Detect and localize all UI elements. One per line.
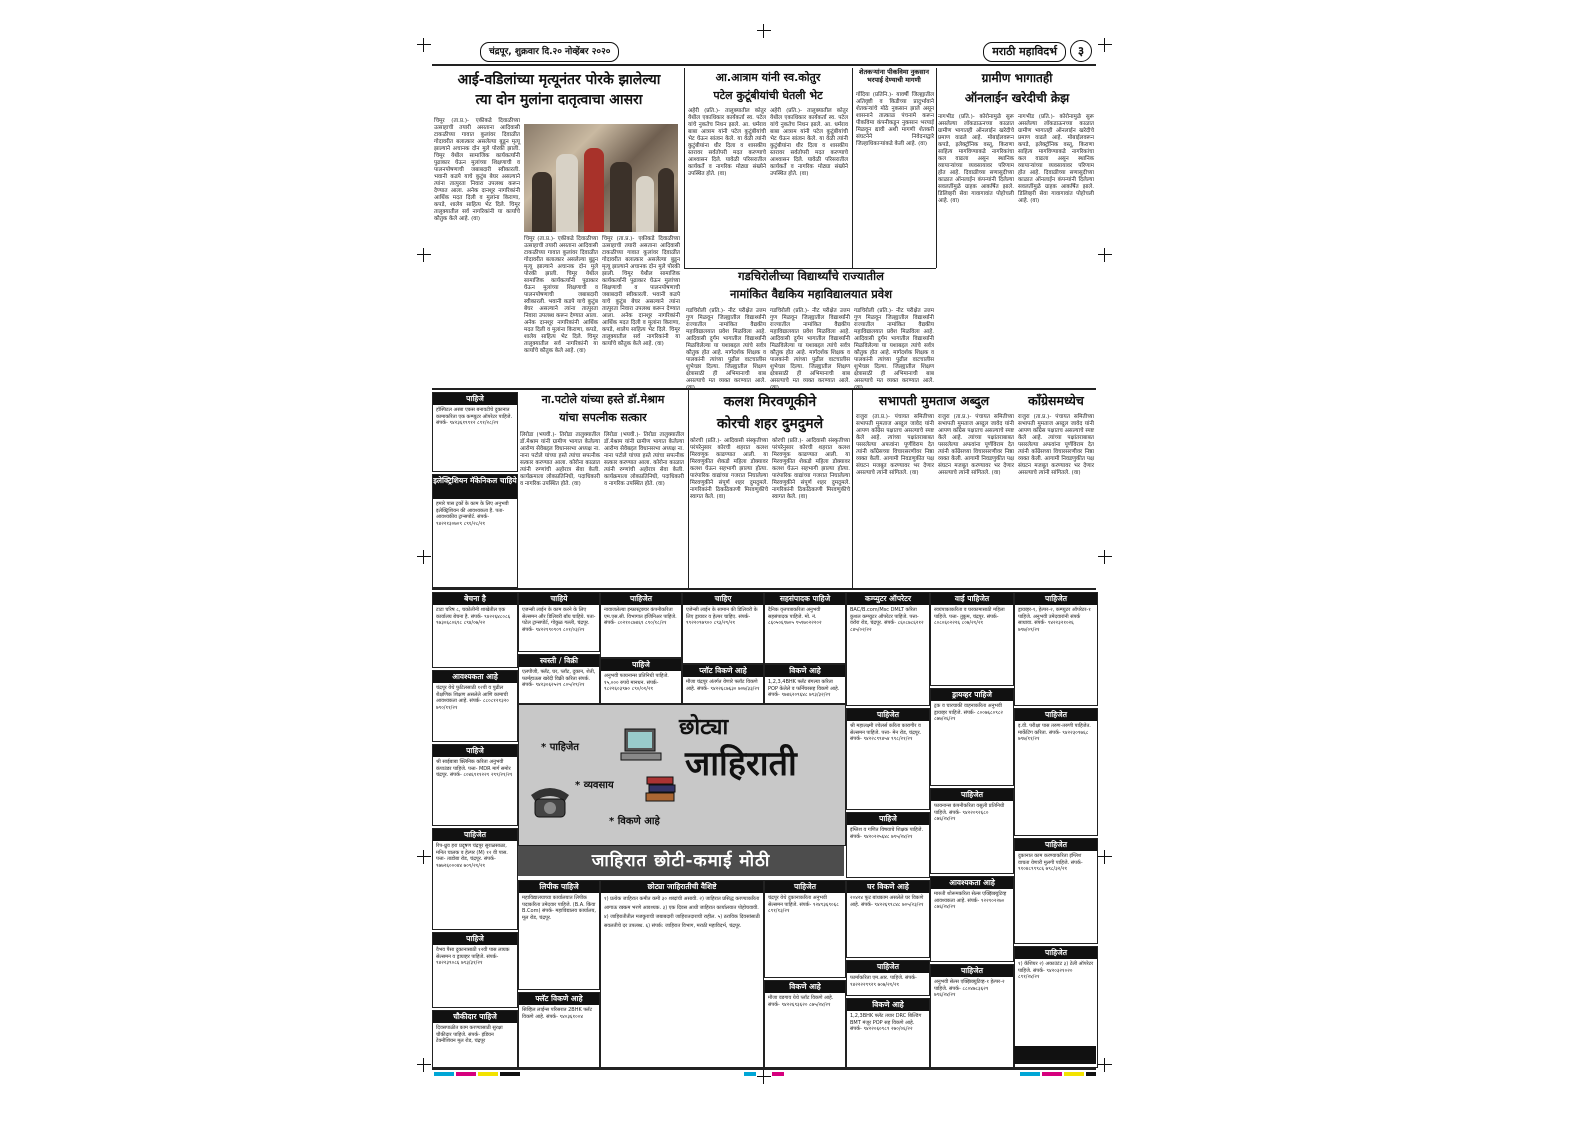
- ad-title: पाहिजेत: [433, 829, 517, 841]
- story7-body-col2: कोरची (प्रति.)- आदिवासी संस्कृतीच्या परंपरेनुसार कोरची शहरात कलश मिरवणूक काढण्यात आली. या मिरवणुकीत शेकडो महिला डोक्यावर कलश घेऊन सहभागी झाल्या होत्या. पारंपारिक वाद्यांच्या गजरात निघालेल्या मिरवणुकीने संपूर्ण शहर दुमदुमले. नागरिकांनी ठिकठिकाणी मिरवणुकीचे स्वागत केले. (वा): [772, 438, 850, 500]
- classified-ad: [600, 592, 682, 658]
- story2-body-col2: अहेरी (प्रति.)- तालुक्यातील कोतुर येथील एकाधिकार कार्यकर्ता स्व. पटेल यांचे नुकतेच निधन झाले. आ. धर्मराव बाबा आत्राम यांनी पटेल कुटुंबीयांची भेट घेऊन सांत्वन केले. या वेळी त्यांनी कुटुंबीयांना धीर दिला व शासकीय स्तरावर सर्वतोपरी मदत करण्याचे आश्वासन दिले. यावेळी परिसरातील कार्यकर्ते व नागरिक मोठ्या संख्येने उपस्थित होते. (वा): [770, 108, 848, 177]
- story1-body-col1: चिमूर (ता.प्र.)- एकीकडे दिवाळीच्या उत्साहाची तयारी असताना आदिवासी टाकळीच्या गावात कुलांवर दिवाळीत गोदावरीत बलात्कार असलेल्या बुडून मृत्यू झाल्याने अचानक दोन मुले पोरकी झाली. चिमूर येथील सामाजिक कार्यकर्त्यांनी पुढाकार घेऊन मुलांच्या शिक्षणाची व पालनपोषणाची जबाबदारी स्वीकारली. भवानी कडपे याचे कुटुंब बेघर असल्याने त्यांना तात्पुरता निवारा उपलब्ध करून देण्यात आला. अनेक दानशूर नागरिकांनी आर्थिक मदत दिली व मुलांना किराणा, कपडे, शालेय साहित्य भेट दिले. चिमूर तालुक्यातील सर्व नागरिकांनी या कार्याचे कौतुक केले आहे. (वा): [434, 118, 520, 222]
- classified-ad: [432, 474, 518, 588]
- classified-ad: [846, 998, 930, 1068]
- classified-ad: [518, 880, 600, 990]
- ad-body: फायनान्स कंपनीकरिता वसुली प्रतिनिधी पाहिजे. संपर्क- ९४२२०९२६८० ८७६/२४/२१: [934, 803, 1005, 823]
- footer-rule: [432, 1068, 1096, 1070]
- classified-ad: [1014, 592, 1098, 706]
- classified-ad: [432, 932, 518, 1008]
- classified-ad: [432, 744, 518, 826]
- story6-headline-line1: ना.पटोले यांच्या हस्ते डॉ.मेश्राम: [541, 393, 665, 406]
- section-rule: [432, 588, 1096, 590]
- crop-mark: [757, 24, 771, 38]
- ad-title: चाहिए: [683, 593, 763, 605]
- classified-ad: [432, 828, 518, 930]
- ad-body: इ.वी. परीक्षा पास तरुण-तरुणी पाहिजेत. मार्केटिंग करिता. संपर्क- ९४२२३०९७६८ ७९७/११/२१: [1018, 723, 1091, 743]
- story1-headline-line1: आई-वडिलांच्या मृत्यूनंतर पोरके झालेल्या: [457, 72, 661, 88]
- ad-body: मारुती शोरूमकरिता सेल्स एक्झिक्युटिव्ह आवश्यकता आहे. संपर्क- ९२२१०२२७० ८७६/२४/२१: [934, 891, 1007, 911]
- classified-ad: [682, 592, 764, 664]
- ad-title: पाहिजेत: [1015, 593, 1097, 605]
- ad-body: मौजा चंद्रपूर अंतर्गत येणारे फ्लॉट विकणे आहे. संपर्क- ९४२२६८७६३० ७०७/३३/२१: [686, 679, 760, 692]
- story3-kicker: शेतकऱ्यांना पीकविमा नुकसान भरपाई देण्याची मागणी: [859, 68, 929, 84]
- classified-ad: [518, 992, 600, 1068]
- ad-body: दिवसपाळीत काम करण्यासाठी सुरक्षा चौकीदार पाहिजे. संपर्क- इंडियन टेक्नीशियन मूल रोड, चंद्रपूर: [436, 1025, 503, 1045]
- ad-title: चौकीदार पाहिजे: [433, 1011, 517, 1023]
- ad-title: बेचना है: [433, 593, 517, 605]
- color-bar-cyan: [1020, 1072, 1040, 1076]
- ad-title: विकणे आहे: [847, 999, 929, 1011]
- ad-title: पाहिजे: [433, 745, 517, 757]
- ad-title: वाई पाहिजेत: [931, 593, 1013, 605]
- ad-body: 1,2,3BHK फ्लॅट तयार DRC बिल्डिंग BMT मंजूर POP सह विकणे आहे. संपर्क- ९४२२०६०९८९ २७०/०६/२२: [850, 1013, 922, 1033]
- ad-title: पाहिजेत: [847, 709, 929, 721]
- ad-title: पाहिजेत: [765, 881, 845, 893]
- photo-figure: [636, 176, 654, 232]
- classified-ad: [600, 658, 682, 704]
- story6-body-col1: लिरोडा (भयवी.)- तिरोडा तालुक्यातील डॉ.मेश्राम यांनी ग्रामीण भागात केलेल्या आरोग्य सेवेबद्दल विधानसभा अध्यक्ष ना. नाना पटोले यांच्या हस्ते त्यांचा सपत्नीक सत्कार करण्यात आला. कोरोना काळात त्यांनी रुग्णांची अहोरात्र सेवा केली. कार्यक्रमाला लोकप्रतिनिधी, पदाधिकारी व नागरिक उपस्थित होते. (वा): [520, 432, 600, 487]
- ad-title: पाहिजे: [433, 933, 517, 945]
- crop-mark: [1098, 550, 1112, 564]
- color-bar-cyan: [744, 1072, 756, 1076]
- classified-ad: [432, 392, 518, 472]
- story6-body-col2: लिरोडा (भयवी.)- तिरोडा तालुक्यातील डॉ.मेश्राम यांनी ग्रामीण भागात केलेल्या आरोग्य सेवेबद्दल विधानसभा अध्यक्ष ना. नाना पटोले यांच्या हस्ते त्यांचा सपत्नीक सत्कार करण्यात आला. कोरोना काळात त्यांनी रुग्णांची अहोरात्र सेवा केली. कार्यक्रमाला लोकप्रतिनिधी, पदाधिकारी व नागरिक उपस्थित होते. (वा): [604, 432, 684, 487]
- ad-body: ड्रायव्हर-१, हेल्पर-२, कम्प्युटर ऑपरेटर-१ पाहिजे. अनुभवी उमेदवारांनी संपर्क साधावा. संपर्क- ९४२२३२१०२६ ७९७/०९/२१: [1018, 607, 1091, 633]
- classified-ad: [764, 980, 846, 1068]
- header-rule: [432, 64, 1096, 66]
- ad-body: टाटा चरिष ८, चकोलीनी शाखेतील एक कार्यालय बेचना है. संपर्क- ९४२२६४८०८६ ९७३०६८०६९८ ८९४/०७/२२: [436, 607, 511, 627]
- classified-ad: [518, 654, 600, 704]
- ad-body: स्वयंपाकाकरिता व घरकामासाठी महिला पाहिजे. पत्ता- तुकुम, चंद्रपूर. संपर्क- ८०८०६०२२२६ ८०७/२१/२१: [934, 607, 1005, 627]
- story8-headline-line2: काँग्रेसमध्येच: [1028, 393, 1084, 408]
- classified-ad: [930, 788, 1014, 874]
- ad-body: १) कॅशियर २) अकाउंटंट ३) टेली ऑपरेटर पाहिजे. संपर्क- ९४२०३२१०२० ८९१/२४/२१: [1018, 961, 1094, 981]
- ad-body: एजेन्सी लाईन के सामान की डिलिवरी के लिए ड्रायवर व हेल्पर चाहिए. संपर्क- ९९२२०९७९०० ८९३/२९/२१: [686, 607, 758, 627]
- story8-body-col3: राजुरा (ता.प्र.)- पंचायत समितीच्या सभापती मुमताज अब्दुल जावेद यांनी आपण काँग्रेस पक्षातच असल्याचे स्पष्ट केले आहे. त्यांच्या पक्षांतराबाबत पसरलेल्या अफवांना पूर्णविराम देत त्यांनी काँग्रेसच्या विचारसरणीवर निष्ठा व्यक्त केली. आगामी निवडणुकीत पक्ष संघटन मजबूत करण्यावर भर देणार असल्याचे त्यांनी सांगितले. (वा): [1018, 414, 1094, 476]
- photo-figure: [532, 172, 552, 232]
- ad-body: मौजा वडगाव येथे प्लॉट विकणे आहे. संपर्क- ९४२२६९३६२० ८७५/२४/२१: [768, 995, 834, 1008]
- crop-mark: [1098, 850, 1112, 864]
- story4-body-col2: नागभीड (प्रति.)- कोरोनामुळे सुरू असलेल्या लॉकडाऊनच्या काळात ग्रामीण भागातही ऑनलाईन खरेदीचे प्रमाण वाढले आहे. मोबाईलवरून कपडे, इलेक्ट्रॉनिक वस्तू, किराणा साहित्य मागविण्याकडे नागरिकांचा कल वाढला असून स्थानिक व्यापाऱ्यांच्या व्यवसायावर परिणाम होत आहे. दिवाळीच्या सणासुदीच्या काळात ऑनलाईन कंपन्यांनी दिलेल्या सवलतींमुळे ग्राहक आकर्षित झाले. डिलिव्हरी सेवा गावागावांत पोहोचली आहे. (वा): [1018, 114, 1094, 204]
- classified-ad: [764, 664, 846, 704]
- books-icon: [643, 771, 679, 807]
- crop-mark: [757, 1070, 771, 1084]
- color-bar-magenta: [456, 1072, 476, 1076]
- ad-title: पाहिजेत: [931, 965, 1013, 977]
- story5-headline-line1: गडचिरोलीच्या विद्यार्थ्यांचे राज्यातील: [738, 269, 884, 283]
- ad-title: कम्प्युटर ऑपरेटर: [847, 593, 929, 605]
- banner-item-business: * व्यवसाय: [575, 780, 614, 791]
- crop-mark: [417, 38, 431, 52]
- classified-ad: [846, 812, 930, 878]
- color-bar-magenta: [772, 1072, 784, 1076]
- classified-ad: [432, 1010, 518, 1068]
- ad-title: पाहिजे: [847, 813, 929, 825]
- story4-headline-line2: ऑनलाईन खरेदीची क्रेझ: [964, 91, 1070, 105]
- ad-body: इंग्लिश व गणित विषयाचे शिक्षक पाहिजे. संपर्क- ९४२०२२५६४८ ७९५/२४/२१: [850, 827, 924, 840]
- photo-figure: [584, 148, 604, 232]
- banner-item-wanted: * पाहिजेत: [541, 742, 580, 753]
- story5-body-col2: गडचिरोली (प्रति.)- नीट परीक्षेत उत्तम गुण मिळवून जिल्ह्यातील विद्यार्थ्यांनी राज्यातील नामांकित वैद्यकीय महाविद्यालयात प्रवेश मिळविला आहे. आदिवासी दुर्गम भागातील विद्यार्थ्यांनी मिळविलेल्या या यशाबद्दल त्यांचे सर्वत्र कौतुक होत आहे. मार्गदर्शक शिक्षक व पालकांनी त्यांच्या पुढील वाटचालीस शुभेच्छा दिल्या. जिल्ह्यातील शिक्षण क्षेत्रासाठी ही अभिमानाची बाब असल्याचे मत व्यक्त करण्यात आले.: [770, 308, 850, 384]
- newspaper-page: [432, 38, 1096, 1070]
- ad-title: पाहिजेत: [601, 593, 681, 605]
- story1-body-col2: चिमूर (ता.प्र.)- एकीकडे दिवाळीच्या उत्साहाची तयारी असताना आदिवासी टाकळीच्या गावात कुलांवर दिवाळीत गोदावरीत बलात्कार असलेल्या बुडून मृत्यू झाल्याने अचानक दोन मुले पोरकी झाली. चिमूर येथील सामाजिक कार्यकर्त्यांनी पुढाकार घेऊन मुलांच्या शिक्षणाची व पालनपोषणाची जबाबदारी स्वीकारली. भवानी कडपे याचे कुटुंब बेघर असल्याने त्यांना तात्पुरता निवारा उपलब्ध करून देण्यात आला. अनेक दानशूर नागरिकांनी आर्थिक मदत दिली व मुलांना किराणा, कपडे, शालेय साहित्य भेट दिले. चिमूर तालुक्यातील सर्व नागरिकांनी या कार्याचे कौतुक केले आहे. (वा): [524, 236, 598, 354]
- ad-title: घर विकणे आहे: [847, 881, 929, 893]
- classified-ad: [930, 592, 1014, 686]
- photo-figure: [658, 168, 674, 232]
- color-bar-yellow: [1064, 1072, 1084, 1076]
- story5-body-col1: गडचिरोली (प्रति.)- नीट परीक्षेत उत्तम गुण मिळवून जिल्ह्यातील विद्यार्थ्यांनी राज्यातील नामांकित वैद्यकीय महाविद्यालयात प्रवेश मिळविला आहे. आदिवासी दुर्गम भागातील विद्यार्थ्यांनी मिळविलेल्या या यशाबद्दल त्यांचे सर्वत्र कौतुक होत आहे. मार्गदर्शक शिक्षक व पालकांनी त्यांच्या पुढील वाटचालीस शुभेच्छा दिल्या. जिल्ह्यातील शिक्षण क्षेत्रासाठी ही अभिमानाची बाब असल्याचे मत व्यक्त करण्यात आले.: [686, 308, 766, 384]
- classified-ad: [930, 876, 1014, 962]
- story1-photo: [524, 124, 678, 232]
- ad-body: हमारे पास ट्रकों के काम के लिए अनुभवी इलेक्ट्रिशियन की आवश्यकता है. पता- आवश्यकीय ट्रान्सपोर्ट. संपर्क- ९४२२१३०७०९ ८९१/२८/२१: [436, 501, 509, 527]
- column-rule: [936, 68, 937, 268]
- classified-ad: [764, 592, 846, 664]
- ad-body: एजन्सी लाईन के काम करने के लिए सेल्समन और डिलिवरी बॉय चाहिये. पता- पटेल ट्रान्सपोर्ट, गोकुळ गल्ली, चंद्रपूर. संपर्क- ९४२२१९०९०९ ८०१/०३/२१: [522, 607, 596, 633]
- ad-title: पाहिजे: [433, 393, 517, 405]
- story2-headline-line1: आ.आत्राम यांनी स्व.कोतुर: [715, 71, 821, 84]
- ad-body: नावाजलेल्या इन्फ्रास्ट्रक्चर कंपनीकरिता एम.एस.सी. विभागात इंजिनिअर पाहिजे. संपर्क- ८०२१०८७४६९ ८९०/१८/२१: [604, 607, 677, 627]
- ad-title: इलेक्ट्रिशियन मॅकेनिकल चाहिये: [433, 475, 517, 499]
- color-bar-yellow: [478, 1072, 498, 1076]
- story4-body-col1: नागभीड (प्रति.)- कोरोनामुळे सुरू असलेल्या लॉकडाऊनच्या काळात ग्रामीण भागातही ऑनलाईन खरेदीचे प्रमाण वाढले आहे. मोबाईलवरून कपडे, इलेक्ट्रॉनिक वस्तू, किराणा साहित्य मागविण्याकडे नागरिकांचा कल वाढला असून स्थानिक व्यापाऱ्यांच्या व्यवसायावर परिणाम होत आहे. दिवाळीच्या सणासुदीच्या काळात ऑनलाईन कंपन्यांनी दिलेल्या सवलतींमुळे ग्राहक आकर्षित झाले. डिलिव्हरी सेवा गावागावांत पोहोचली आहे. (वा): [938, 114, 1014, 204]
- ad-body: अनुभवी फायनान्स प्रतिनिधी पाहिजे. १५,००० रुपये मानधन. संपर्क- ९८२२६०३९७० ८९०/०१/२१: [604, 673, 669, 693]
- ad-body: चंद्रपूर येथे दुकानाकरिता अनुभवी सेल्समन पाहिजे. संपर्क- ९२४९३६९०६८ ८९१/१३/२१: [768, 895, 839, 915]
- computer-icon: [619, 727, 663, 763]
- classifieds-banner: [518, 704, 846, 846]
- classified-ad: [1014, 708, 1098, 836]
- classified-ad: [846, 592, 930, 706]
- story1-body-col3: चिमूर (ता.प्र.)- एकीकडे दिवाळीच्या उत्साहाची तयारी असताना आदिवासी टाकळीच्या गावात कुलांवर दिवाळीत गोदावरीत बलात्कार असलेल्या बुडून मृत्यू झाल्याने अचानक दोन मुले पोरकी झाली. चिमूर येथील सामाजिक कार्यकर्त्यांनी पुढाकार घेऊन मुलांच्या शिक्षणाची व पालनपोषणाची जबाबदारी स्वीकारली. भवानी कडपे याचे कुटुंब बेघर असल्याने त्यांना तात्पुरता निवारा उपलब्ध करून देण्यात आला. अनेक दानशूर नागरिकांनी आर्थिक मदत दिली व मुलांना किराणा, कपडे, शालेय साहित्य भेट दिले. चिमूर तालुक्यातील सर्व नागरिकांनी या कार्याचे कौतुक केले आहे. (वा): [602, 236, 680, 347]
- ad-body: सिव्हिल लाईन्स परिसरात 2BHK फ्लॅट विकणे आहे. संपर्क- ९४०३६१००४: [522, 1007, 592, 1020]
- ad-body: BAC/B.com/Msc DMLT करिता कुशल कम्प्युटर ऑपरेटर पाहिजे. पत्ता- वरोरा रोड, चंद्रपूर. संपर्क- ८६०८७८६२१२ ८४५/०२/२२: [850, 607, 924, 633]
- classified-ad: [682, 664, 764, 704]
- footer-bar: [1014, 1046, 1096, 1064]
- crop-mark: [417, 1058, 431, 1072]
- story1-headline-line2: त्या दोन मुलांना दातृत्वाचा आसरा: [475, 92, 643, 108]
- photo-figure: [556, 154, 578, 232]
- ad-body: १) प्रत्येक जाहिरात कमीत कमी ३० शब्दांची असावी. २) जाहिरात प्रसिद्ध करण्याकरिता आगाऊ रक्कम भरणे आवश्यक. ३) एक दिवस आधी जाहिरात कार्यालयात पोहोचवावी. ४) जाहिरातीतील मजकुराची जबाबदारी जाहिरातदाराची राहील. ५) ठराविक दिवसांसाठी सवलतीचे दर उपलब्ध. ६) संपर्क: जाहिरात विभाग, मराठी महाविदर्भ, चंद्रपूर.: [604, 896, 760, 929]
- masthead: मराठी महाविदर्भ: [983, 42, 1066, 62]
- color-bar-black: [1086, 1072, 1096, 1076]
- ad-body: एलपीजी, फ्लॅट, घर, प्लॉट, दुकान, शेती, फार्महाऊस खरेदी विक्री करिता संपर्क. संपर्क- ९४२३०६२५२९ ८०५/२९/२१: [522, 669, 596, 689]
- story5-headline-line2: नामांकित वैद्यकिय महाविद्यालयात प्रवेश: [729, 287, 893, 301]
- telephone-icon: [527, 781, 573, 821]
- story7-headline-line1: कलश मिरवणूकीने: [723, 394, 817, 410]
- ad-title: सहसंपादक पाहिजे: [765, 593, 845, 605]
- banner-item-forsale: * विकणे आहे: [609, 816, 660, 827]
- ad-title: विकणे आहे: [765, 665, 845, 677]
- story7-body-col1: कोरची (प्रति.)- आदिवासी संस्कृतीच्या परंपरेनुसार कोरची शहरात कलश मिरवणूक काढण्यात आली. या मिरवणुकीत शेकडो महिला डोक्यावर कलश घेऊन सहभागी झाल्या होत्या. पारंपारिक वाद्यांच्या गजरात निघालेल्या मिरवणुकीने संपूर्ण शहर दुमदुमले. नागरिकांनी ठिकठिकाणी मिरवणुकीचे स्वागत केले. (वा): [690, 438, 768, 500]
- classified-ad: [930, 964, 1014, 1068]
- ad-body: दैनिक वृत्तपत्राकरिता अनुभवी सहसंपादक पाहिजे. मो. नं. ८६०५०६९७०५ ९५९७०२२२०२: [768, 607, 822, 627]
- ad-body: दुकानात काम करण्याकरिता इंग्लिश वाचता येणारी मुलगी पाहिजे. संपर्क- ९१०४८९९९८६ ७९८/३२/२१: [1018, 853, 1083, 873]
- ad-title: प्लॉट विकणे आहे: [683, 665, 763, 677]
- classified-ad: [846, 880, 930, 958]
- ad-title: चाहिये: [519, 593, 599, 605]
- ad-title: पाहिजेत: [1015, 947, 1097, 959]
- photo-figure: [610, 162, 632, 232]
- classified-ad: [764, 880, 846, 978]
- ad-title: पाहिजेत: [1015, 709, 1097, 721]
- ad-body: फार्माकरिता एम.आर. पाहिजे. संपर्क- ९४२२२२९९२९ ७०७/२१/२१: [850, 975, 917, 988]
- ad-title: फ्लॅट विकणे आहे: [519, 993, 599, 1005]
- ad-body: ट्रक व चारचाकी वाहनाकरिता अनुभवी ड्रायव्हर पाहिजे. संपर्क- ८००७६८०९८२ ८७७/२६/२१: [934, 703, 1004, 723]
- ad-body: चंद्रपूर येथे फुटिलसाठी १२वी व पुढील शैक्षणिक शिक्षण असलेले आणि कामाची आवश्यकता आहे. संपर्क- ८८०८१२१३२० ७९०/११/२१: [436, 685, 509, 711]
- classified-ad: [432, 592, 518, 668]
- classified-ad: [432, 670, 518, 742]
- classified-ad: [846, 708, 930, 810]
- crop-mark: [417, 550, 431, 564]
- ad-title: आवश्यकता आहे: [433, 671, 517, 683]
- banner-title-line2: जाहिराती: [685, 744, 797, 784]
- story4-headline-line1: ग्रामीण भागातही: [981, 71, 1053, 85]
- ad-title: स्वस्ती / विक्री: [519, 655, 599, 667]
- story3-body: गोंदिया (प्रतिनि.)- यावर्षी जिल्ह्यातील अतिवृष्टी व किडीच्या प्रादुर्भावाने शेतकऱ्यांचे मोठे नुकसान झाले असून शासनाने तात्काळ पंचनामे करून पीकविमा कंपनीकडून नुकसान भरपाई मिळवून द्यावी अशी मागणी शेतकरी संघटनेने निवेदनाद्वारे जिल्हाधिकाऱ्यांकडे केली आहे. (वा): [856, 92, 934, 147]
- color-bar-cyan: [434, 1072, 454, 1076]
- color-bar-magenta: [1042, 1072, 1062, 1076]
- ad-body: श्री साईबाबा क्लिनिक करिता अनुभवी कंपाउंडर पाहिजे. पत्ता- MDR मार्ग समोर चंद्रपूर. संपर्क- ८०४६९११२२१ २९९/२१/२१: [436, 759, 513, 779]
- column-rule: [852, 68, 853, 268]
- ad-title: पाहिजे: [601, 659, 681, 671]
- classified-ad: [846, 960, 930, 996]
- classified-ad: [930, 688, 1014, 786]
- classified-ad: [1014, 838, 1098, 944]
- story8-body-col2: राजुरा (ता.प्र.)- पंचायत समितीच्या सभापती मुमताज अब्दुल जावेद यांनी आपण काँग्रेस पक्षातच असल्याचे स्पष्ट केले आहे. त्यांच्या पक्षांतराबाबत पसरलेल्या अफवांना पूर्णविराम देत त्यांनी काँग्रेसच्या विचारसरणीवर निष्ठा व्यक्त केली. आगामी निवडणुकीत पक्ष संघटन मजबूत करण्यावर भर देणार असल्याचे त्यांनी सांगितले. (वा): [938, 414, 1014, 476]
- banner-slogan: जाहिरात छोटी-कमाई मोठी: [518, 846, 844, 876]
- ad-body: हॉस्पिटल अस्त्रा एकस बनावटीचे दुकानात कामाकरिता एक कम्प्युटर ऑपरेटर पाहिजे. संपर्क- ९४२३६१९९१२ ८९१/२८/२१: [436, 407, 513, 427]
- ad-title: पाहिजेत: [847, 961, 929, 973]
- classified-ad: [518, 592, 600, 652]
- ad-body: 1,2,3,4BHK फ्लॅट बंगल्या करिता POP केलेले व फर्निचरसह विकणे आहे. संपर्क- ९७४६२०९६४८ ७९३/३२/२१: [768, 679, 840, 699]
- ad-title: छोट्या जाहिरातीची वैशिष्टे: [601, 881, 763, 893]
- crop-mark: [417, 248, 431, 262]
- story8-body-col1: राजुरा (ता.प्र.)- पंचायत समितीच्या सभापती मुमताज अब्दुल जावेद यांनी आपण काँग्रेस पक्षातच असल्याचे स्पष्ट केले आहे. त्यांच्या पक्षांतराबाबत पसरलेल्या अफवांना पूर्णविराम देत त्यांनी काँग्रेसच्या विचारसरणीवर निष्ठा व्यक्त केली. आगामी निवडणुकीत पक्ष संघटन मजबूत करण्यावर भर देणार असल्याचे त्यांनी सांगितले. (वा): [856, 414, 934, 476]
- story5-body-col3: गडचिरोली (प्रति.)- नीट परीक्षेत उत्तम गुण मिळवून जिल्ह्यातील विद्यार्थ्यांनी राज्यातील नामांकित वैद्यकीय महाविद्यालयात प्रवेश मिळविला आहे. आदिवासी दुर्गम भागातील विद्यार्थ्यांनी मिळविलेल्या या यशाबद्दल त्यांचे सर्वत्र कौतुक होत आहे. मार्गदर्शक शिक्षक व पालकांनी त्यांच्या पुढील वाटचालीस शुभेच्छा दिल्या. जिल्ह्यातील शिक्षण क्षेत्रासाठी ही अभिमानाची बाब असल्याचे मत व्यक्त करण्यात आले.: [854, 308, 934, 384]
- column-rule: [684, 68, 685, 268]
- classified-ad: [600, 880, 764, 1068]
- crop-mark: [417, 850, 431, 864]
- column-rule: [852, 390, 853, 588]
- story2-body-col1: अहेरी (प्रति.)- तालुक्यातील कोतुर येथील एकाधिकार कार्यकर्ता स्व. पटेल यांचे नुकतेच निधन झाले. आ. धर्मराव बाबा आत्राम यांनी पटेल कुटुंबीयांची भेट घेऊन सांत्वन केले. या वेळी त्यांनी कुटुंबीयांना धीर दिला व शासकीय स्तरावर सर्वतोपरी मदत करण्याचे आश्वासन दिले. यावेळी परिसरातील कार्यकर्ते व नागरिक मोठ्या संख्येने उपस्थित होते. (वा): [688, 108, 766, 177]
- ad-title: विकणे आहे: [765, 981, 845, 993]
- ad-title: लिपीक पाहिजे: [519, 881, 599, 893]
- page-number: ३: [1070, 40, 1092, 62]
- story8-headline-line1: सभापती मुमताज अब्दुल: [878, 393, 990, 408]
- story2-headline-line2: पटेल कुटूंबीयांची घेतली भेट: [713, 89, 823, 102]
- banner-title-line1: छोट्या: [679, 715, 729, 740]
- ad-body: वैभव पैसा दुकानासाठी १२वी पास लायक सेल्समन व ड्रायव्हर पाहिजे. संपर्क- ९४२२३९०८६ ७९३/३१/२१: [436, 947, 510, 967]
- ad-body: महाविद्यालयाच्या कार्यालयात लिपीक पदाकरिता उमेदवार पाहिजे. (B.A. किंवा B.Com) संपर्क- महाविद्यालय कार्यालय, मूल रोड, चंद्रपूर.: [522, 895, 596, 921]
- ad-body: २०४२४ फूट बांधकाम असलेले घर विकणे आहे. संपर्क- ९४२२६९९८४८ ७०५/२३/२१: [850, 895, 924, 908]
- story6-headline-line2: यांचा सपत्नीक सत्कार: [559, 411, 647, 424]
- ad-title: पाहिजेत: [1015, 839, 1097, 851]
- crop-mark: [1098, 1058, 1112, 1072]
- crop-mark: [1098, 38, 1112, 52]
- ad-body: अनुभवी सेल्स एक्झिक्युटिव्ह-१ हेल्पर-२ पाहिजे. संपर्क- ८८०४७८३६२९ ७९६/२४/२१: [934, 979, 1005, 999]
- ad-title: आवश्यकता आहे: [931, 877, 1013, 889]
- dateline: चंद्रपूर, शुक्रवार दि.२० नोव्हेंबर २०२०: [480, 42, 619, 62]
- story7-headline-line2: कोरची शहर दुमदुमले: [716, 416, 824, 432]
- section-rule: [432, 388, 1096, 390]
- crop-mark: [1098, 248, 1112, 262]
- column-rule: [688, 390, 689, 588]
- ad-body: श्री महालक्ष्मी ज्वेलर्स करिता कारागीर व सेल्समन पाहिजे. पत्ता- मेन रोड, चंद्रपूर. संपर्क- ९४२२८९९४५४ ९९८/२१/२१: [850, 723, 922, 743]
- color-bar-black: [500, 1072, 520, 1076]
- ad-title: ड्रायव्हर पाहिजे: [931, 689, 1013, 701]
- ad-title: पाहिजेत: [931, 789, 1013, 801]
- ad-body: रिप-ध्रुव हरा प्रदूषण चंद्रपूर सुराळसाळा, मनित चालक व हेल्पर (M) १२ वी पास. पत्ता- ताडोबा रोड, चंद्रपूर. संपर्क- ९७७२६०००४४ ७०९/२१/२१: [436, 843, 508, 869]
